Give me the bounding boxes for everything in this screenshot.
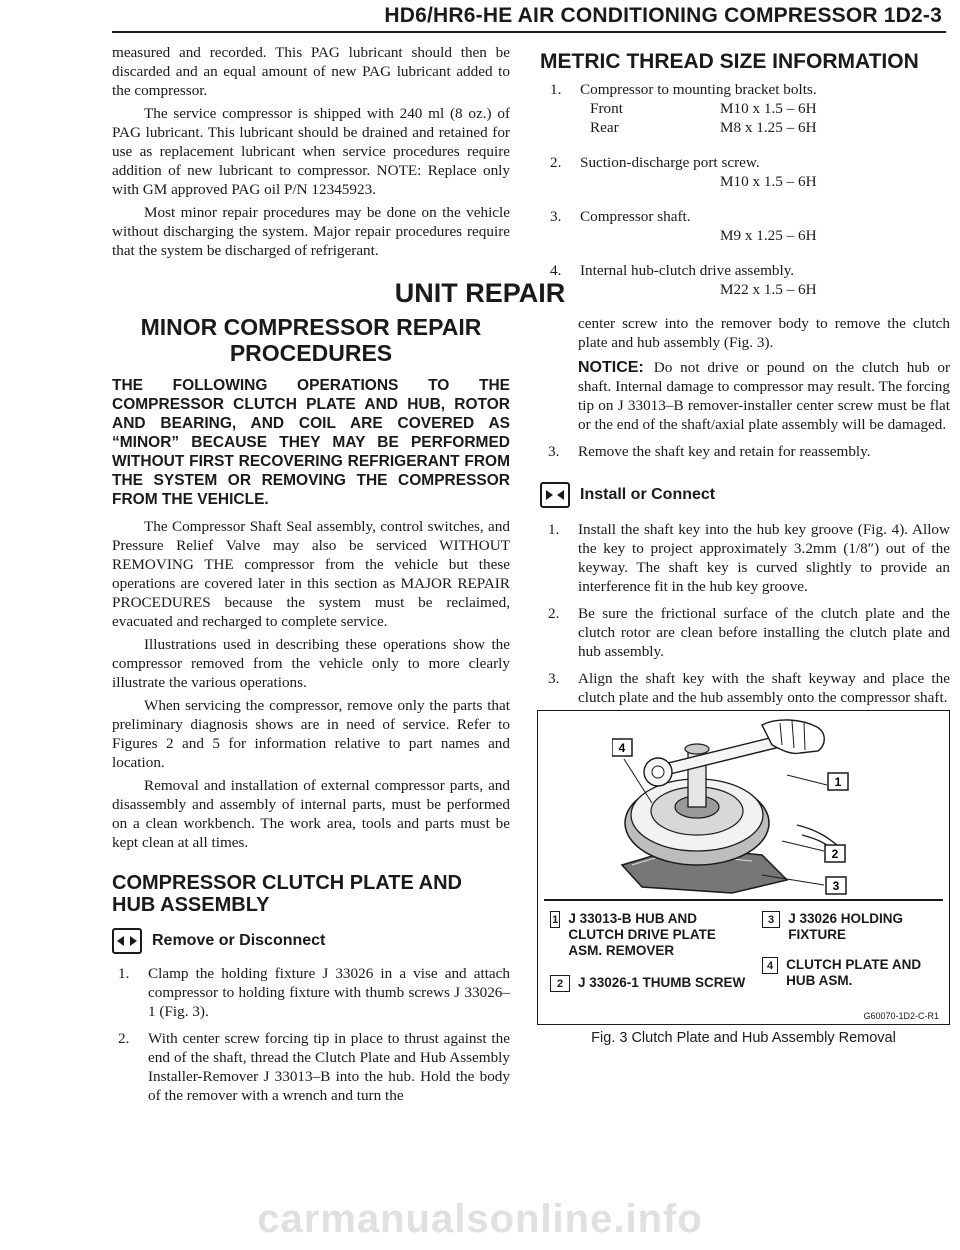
install-connect-icon	[540, 482, 570, 508]
callout-label-4: 4	[618, 741, 626, 755]
step-text: Clamp the holding fixture J 33026 in a vise and attach compressor to holding fixture with thumb screws J 33026–1 (Fig. 3).	[148, 965, 510, 1020]
callout-item	[550, 975, 750, 992]
item-label: Internal hub-clutch drive assembly.	[580, 262, 795, 279]
install-heading: Install or Connect	[580, 486, 716, 503]
metric-item	[550, 80, 950, 137]
paragraph: The Compressor Shaft Seal assembly, control switches, and Pressure Relief Valve may also be serviced WITHOUT REMOVING THE compressor from the vehicle but these operations are covered later in this section as MAJOR REPAIR PROCEDURES because the system must be reclaimed, evacuated and recharged to complete service.	[112, 518, 510, 630]
header-rule	[112, 31, 946, 33]
minor-caps-notice: THE FOLLOWING OPERATIONS TO THE COMPRESSOR CLUTCH PLATE AND HUB, ROTOR AND BEARING, AND COIL ARE COVERED AS “MINOR” BECAUSE THEY MAY BE PERFORMED WITHOUT FIRST RECOVERING REFRIGERANT FROM THE SYSTEM OR REMOVING THE COMPRESSOR FROM THE VEHICLE.	[112, 377, 510, 508]
figure-divider	[544, 899, 943, 901]
item-number: 4.	[550, 262, 562, 279]
step-text: Remove the shaft key and retain for reassembly.	[578, 443, 871, 460]
callout-number: 3	[762, 911, 780, 928]
callout-item	[762, 911, 947, 943]
step	[548, 604, 950, 661]
callout-text: J 33026-1 THUMB SCREW	[578, 975, 746, 990]
metric-row	[580, 118, 950, 137]
step-number: 3.	[548, 670, 560, 687]
figure-3	[537, 710, 950, 1025]
paragraph: measured and recorded. This PAG lubricant should then be discarded and an equal amount of new PAG lubricant added to the compressor.	[112, 44, 510, 99]
callout-text: CLUTCH PLATE AND HUB ASM.	[786, 957, 922, 988]
callout-item	[550, 911, 750, 959]
step-text: Install the shaft key into the hub key groove (Fig. 4). Allow the key to project approximately 3.2mm (1/8″) out of the keyway. The shaft key is curved slightly to provide an interference fit in the hub key groove.	[578, 521, 950, 595]
paragraph: Illustrations used in describing these operations show the compressor removed from the vehicle only to more clearly illustrate the various operations.	[112, 636, 510, 691]
unit-repair-heading: UNIT REPAIR	[394, 278, 566, 308]
notice-text: Do not drive or pound on the clutch hub or shaft. Internal damage to compressor may result. The forcing tip on J 33013–B remover-installer center screw must be flat or the end of the shaft/axial plate assembly will be damaged.	[578, 359, 950, 433]
metric-item	[550, 153, 950, 191]
callout-number: 4	[762, 957, 778, 974]
item-value: M10 x 1.5 – 6H	[720, 173, 817, 190]
remove-heading: Remove or Disconnect	[152, 932, 326, 949]
step-number: 3.	[548, 443, 560, 460]
metric-row	[580, 99, 950, 118]
callout-item	[762, 957, 947, 989]
compressor-illustration	[612, 715, 872, 897]
paragraph: When servicing the compressor, remove only the parts that preliminary diagnosis shows are in need of service. Refer to Figures 2 and 5 for information relative to part names and location.	[112, 697, 510, 771]
metric-heading: METRIC THREAD SIZE INFORMATION	[540, 50, 919, 73]
minor-heading-line2: PROCEDURES	[229, 340, 393, 366]
callout-label-2: 2	[831, 847, 839, 861]
step-number: 1.	[118, 965, 130, 982]
callout-text: J 33026 HOLDING FIXTURE	[788, 911, 904, 942]
paragraph: center screw into the remover body to remove the clutch plate and hub assembly (Fig. 3).	[578, 315, 950, 351]
item-number: 1.	[550, 81, 562, 98]
step-number: 2.	[118, 1030, 130, 1047]
callout-number: 1	[550, 911, 560, 928]
step-text: With center screw forcing tip in place to thrust against the end of the shaft, thread the Clutch Plate and Hub Assembly Installer-Remover J 33013–B into the hub. Hold the body of the remover with a wrench and turn the	[148, 1030, 510, 1104]
row-value: M10 x 1.5 – 6H	[720, 100, 817, 117]
item-value: M22 x 1.5 – 6H	[720, 281, 817, 298]
callout-text: J 33013-B HUB AND CLUTCH DRIVE PLATE ASM. REMOVER	[568, 911, 716, 958]
callout-label-1: 1	[834, 775, 842, 789]
remove-steps	[112, 964, 510, 1105]
paragraph: Most minor repair procedures may be done on the vehicle without discharging the system. Major repair procedures require that the system be discharged of refrigerant.	[112, 204, 510, 259]
row-key: Rear	[590, 119, 619, 136]
step-number: 2.	[548, 605, 560, 622]
item-label: Compressor shaft.	[580, 208, 691, 225]
remove-heading-row	[112, 928, 510, 954]
row-key: Front	[590, 100, 623, 117]
minor-heading-line1: MINOR COMPRESSOR REPAIR	[140, 314, 482, 340]
page-title: HD6/HR6-HE AIR CONDITIONING COMPRESSOR 1D2-3	[384, 4, 942, 27]
notice-label: NOTICE:	[578, 359, 644, 376]
remove-disconnect-icon	[112, 928, 142, 954]
right-main-column	[548, 314, 950, 461]
paragraph: The service compressor is shipped with 240 ml (8 oz.) of PAG lubricant. This lubricant should be drained and retained for use as replacement lubricant when service procedures require addition of new lubricant to compressor. NOTE: Replace only with GM approved PAG oil P/N 12345923.	[112, 105, 510, 198]
step	[548, 520, 950, 596]
row-value: M8 x 1.25 – 6H	[720, 119, 817, 136]
item-number: 2.	[550, 154, 562, 171]
figure-code: G60070-1D2-C-R1	[863, 1011, 939, 1021]
step	[118, 964, 510, 1021]
watermark: carmanualsonline.info	[257, 1197, 703, 1241]
step	[118, 1029, 510, 1105]
step-number: 1.	[548, 521, 560, 538]
callout-number: 2	[550, 975, 570, 992]
step-text: Align the shaft key with the shaft keyway and place the clutch plate and the hub assembly onto the compressor shaft.	[578, 670, 950, 706]
step	[548, 669, 950, 707]
item-value: M9 x 1.25 – 6H	[720, 227, 817, 244]
callout-label-3: 3	[832, 879, 840, 893]
left-top-column	[112, 43, 510, 260]
item-number: 3.	[550, 208, 562, 225]
metric-section	[540, 50, 950, 299]
paragraph: Removal and installation of external compressor parts, and disassembly and assembly of internal parts, must be performed on a clean workbench. The work area, tools and parts must be kept clean at all times.	[112, 777, 510, 851]
step	[548, 442, 950, 461]
left-main-column	[112, 314, 510, 1105]
install-steps	[548, 520, 950, 707]
notice-paragraph	[578, 358, 950, 434]
item-label: Compressor to mounting bracket bolts.	[580, 81, 817, 98]
metric-item	[550, 207, 950, 245]
install-heading-row	[540, 482, 715, 508]
figure-caption: Fig. 3 Clutch Plate and Hub Assembly Removal	[591, 1030, 896, 1046]
metric-list	[540, 80, 950, 299]
clutch-heading: COMPRESSOR CLUTCH PLATE AND HUB ASSEMBLY	[112, 872, 462, 916]
step-text: Be sure the frictional surface of the clutch plate and the clutch rotor are clean before installing the clutch plate and hub assembly.	[578, 605, 950, 660]
item-label: Suction-discharge port screw.	[580, 154, 760, 171]
